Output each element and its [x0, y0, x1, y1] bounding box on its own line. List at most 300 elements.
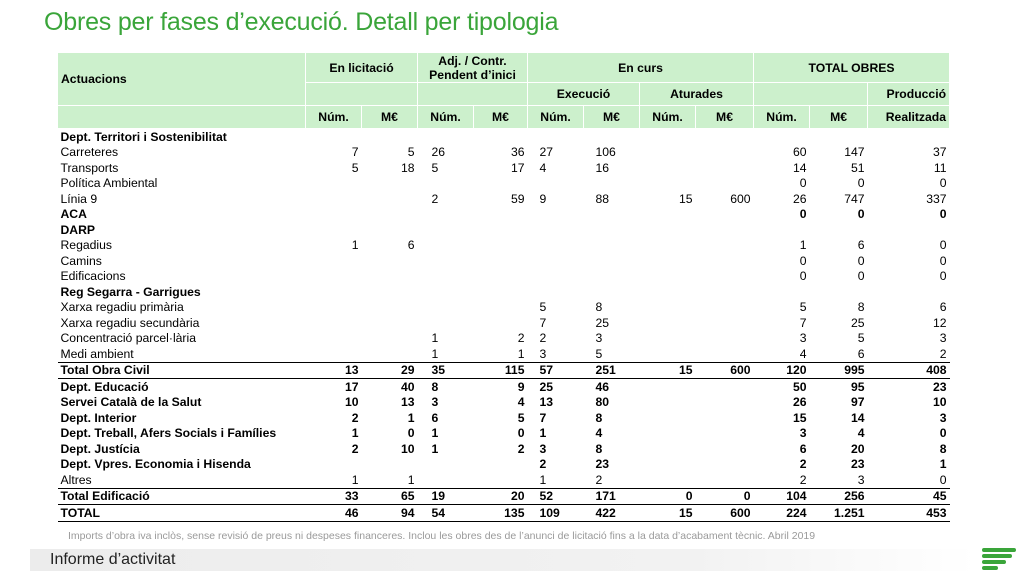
row-value: 8 — [595, 441, 603, 456]
table-row — [58, 129, 950, 145]
row-value: 26 — [792, 191, 807, 206]
table-row — [58, 362, 950, 379]
logo-icon — [982, 546, 1016, 572]
row-value: 2 — [799, 472, 807, 487]
row-value — [474, 238, 528, 254]
row-value — [474, 129, 528, 145]
header-me: M€ — [584, 106, 640, 129]
row-value: 95 — [850, 379, 865, 394]
row-value: 3 — [595, 331, 603, 346]
row-value: 17 — [344, 379, 359, 394]
row-value — [306, 222, 362, 238]
row-value: 0 — [857, 269, 865, 284]
row-value — [528, 129, 584, 145]
footnote: Imports d’obra iva inclòs, sense revisió de preus ni despeses financeres. Inclou les obres des de l’anunci de licitació fins a la data d’acabament tècnic. Abril 2019 — [68, 530, 816, 542]
row-value — [696, 145, 754, 161]
row-value: 12 — [932, 315, 947, 330]
header-total-obres: TOTAL OBRES — [754, 53, 950, 83]
row-value — [528, 253, 584, 269]
row-value: 20 — [850, 441, 865, 456]
row-value: 46 — [306, 505, 362, 522]
row-value — [418, 207, 474, 223]
row-value — [362, 457, 418, 473]
table-row — [58, 207, 950, 223]
row-value: 2 — [351, 441, 359, 456]
row-value: 2 — [517, 331, 525, 346]
row-value: 2 — [431, 191, 439, 206]
row-value: 54 — [418, 505, 474, 522]
row-label: Transports — [60, 160, 119, 175]
row-value: 10 — [344, 395, 359, 410]
row-value — [362, 331, 418, 347]
row-value — [418, 238, 474, 254]
header-licitacio: En licitació — [306, 53, 418, 83]
row-value: 5 — [799, 300, 807, 315]
table-row — [58, 300, 950, 316]
header-produccio: Producció — [868, 83, 950, 106]
row-value: 3 — [799, 331, 807, 346]
row-value — [362, 222, 418, 238]
row-label: Total Obra Civil — [58, 362, 306, 379]
table-row — [58, 505, 950, 522]
row-value — [528, 222, 584, 238]
row-label: Xarxa regadiu secundària — [60, 315, 200, 330]
row-value — [696, 238, 754, 254]
row-value — [362, 315, 418, 331]
row-value — [306, 457, 362, 473]
row-label: Camins — [60, 253, 102, 268]
row-value — [362, 176, 418, 192]
row-label: Reg Segarra - Garrigues — [60, 284, 201, 299]
footer-label: Informe d’activitat — [50, 551, 176, 568]
row-value — [306, 269, 362, 285]
row-value: 5 — [351, 160, 359, 175]
row-value: 23 — [850, 457, 865, 472]
row-value: 600 — [730, 191, 751, 206]
row-value — [474, 472, 528, 488]
row-value: 7 — [799, 315, 807, 330]
header-num: Núm. — [528, 106, 584, 129]
row-value — [640, 315, 696, 331]
row-value: 6 — [857, 238, 865, 253]
row-value — [640, 395, 696, 411]
row-label: Dept. Territori i Sostenibilitat — [58, 129, 306, 145]
row-value: 45 — [868, 488, 950, 505]
row-value — [474, 253, 528, 269]
row-value: 1 — [351, 426, 359, 441]
header-blank — [418, 83, 528, 106]
row-value: 2 — [351, 410, 359, 425]
row-value: 10 — [400, 441, 415, 456]
row-value: 15 — [792, 410, 807, 425]
table-row — [58, 191, 950, 207]
row-value: 8 — [857, 300, 865, 315]
row-value: 2 — [799, 457, 807, 472]
row-value — [418, 129, 474, 145]
row-value: 1 — [407, 472, 415, 487]
row-label: Carreteres — [60, 145, 119, 160]
row-value: 2 — [595, 472, 603, 487]
row-value — [640, 346, 696, 362]
row-value: 9 — [539, 191, 547, 206]
header-actuacions: Actuacions — [58, 53, 306, 106]
row-value — [474, 176, 528, 192]
header-blank — [306, 83, 418, 106]
row-value: 26 — [431, 145, 446, 160]
row-label: Edificacions — [60, 269, 126, 284]
row-value — [528, 269, 584, 285]
row-value: 6 — [799, 441, 807, 456]
row-value — [474, 315, 528, 331]
row-value: 1 — [431, 441, 439, 456]
row-value: 23 — [932, 379, 947, 394]
row-value — [418, 315, 474, 331]
row-label: Xarxa regadiu primària — [60, 300, 184, 315]
row-value — [640, 457, 696, 473]
row-value: 97 — [850, 395, 865, 410]
row-value: 5 — [857, 331, 865, 346]
row-value: 1 — [431, 346, 439, 361]
row-value — [584, 129, 640, 145]
row-value: 106 — [595, 145, 616, 160]
row-value — [696, 315, 754, 331]
row-value: 104 — [754, 488, 810, 505]
row-value — [754, 222, 810, 238]
row-value — [418, 176, 474, 192]
row-value — [584, 207, 640, 223]
row-value — [306, 300, 362, 316]
row-value: 0 — [939, 176, 947, 191]
row-value: 25 — [850, 315, 865, 330]
row-value: 7 — [539, 410, 547, 425]
row-value: 2 — [939, 346, 947, 361]
row-value: 52 — [528, 488, 584, 505]
row-value — [696, 207, 754, 223]
row-value: 6 — [857, 346, 865, 361]
row-value — [418, 472, 474, 488]
table-row — [58, 238, 950, 254]
row-value — [696, 253, 754, 269]
row-value: 0 — [939, 207, 947, 222]
row-value — [640, 207, 696, 223]
row-label: Dept. Treball, Afers Socials i Famílies — [60, 426, 277, 441]
row-value: 4 — [517, 395, 525, 410]
row-value: 0 — [939, 238, 947, 253]
row-value: 37 — [932, 145, 947, 160]
row-value — [306, 284, 362, 300]
header-num: Núm. — [640, 106, 696, 129]
row-value — [418, 284, 474, 300]
row-value: 5 — [517, 410, 525, 425]
table-header — [58, 53, 950, 129]
row-value — [362, 346, 418, 362]
header-blank — [754, 83, 868, 106]
row-value — [640, 269, 696, 285]
row-value: 0 — [799, 176, 807, 191]
row-value — [696, 129, 754, 145]
table-body — [58, 129, 950, 522]
row-value — [306, 346, 362, 362]
row-value: 600 — [696, 505, 754, 522]
table-row — [58, 426, 950, 442]
row-value: 14 — [850, 410, 865, 425]
row-value — [640, 238, 696, 254]
row-value: 1 — [539, 472, 547, 487]
table-row — [58, 331, 950, 347]
header-blank — [58, 106, 306, 129]
row-value: 8 — [939, 441, 947, 456]
table-row — [58, 379, 950, 395]
row-value: 0 — [799, 253, 807, 268]
header-realitzada: Realitzada — [868, 106, 950, 129]
row-value: 19 — [418, 488, 474, 505]
row-value: 51 — [850, 160, 865, 175]
row-value: 25 — [595, 315, 610, 330]
header-aturades: Aturades — [640, 83, 754, 106]
row-value — [306, 207, 362, 223]
table-row — [58, 346, 950, 362]
row-value: 0 — [799, 269, 807, 284]
row-value — [640, 426, 696, 442]
row-value — [362, 300, 418, 316]
row-value — [640, 253, 696, 269]
row-value — [474, 222, 528, 238]
row-value: 0 — [857, 253, 865, 268]
row-value: 1 — [351, 472, 359, 487]
row-value: 40 — [400, 379, 415, 394]
row-value: 453 — [868, 505, 950, 522]
row-value — [362, 253, 418, 269]
row-label: TOTAL — [58, 505, 306, 522]
row-value — [868, 129, 950, 145]
row-label: Línia 9 — [60, 191, 98, 206]
row-value: 20 — [474, 488, 528, 505]
table-row — [58, 222, 950, 238]
row-value: 0 — [640, 488, 696, 505]
row-value — [696, 472, 754, 488]
table-row — [58, 315, 950, 331]
row-value — [696, 379, 754, 395]
row-value: 3 — [799, 426, 807, 441]
row-value — [696, 457, 754, 473]
header-me: M€ — [810, 106, 868, 129]
row-value — [528, 238, 584, 254]
row-value: 8 — [595, 300, 603, 315]
row-value: 1 — [799, 238, 807, 253]
row-value — [810, 129, 868, 145]
row-label: ACA — [60, 207, 87, 222]
row-label: Dept. Educació — [60, 379, 149, 394]
row-value: 65 — [362, 488, 418, 505]
row-label: Dept. Vpres. Economia i Hisenda — [60, 457, 251, 472]
row-value: 4 — [539, 160, 547, 175]
row-label: Medi ambient — [60, 346, 134, 361]
table-row — [58, 284, 950, 300]
row-value: 5 — [431, 160, 439, 175]
row-value — [474, 300, 528, 316]
row-value: 26 — [792, 395, 807, 410]
row-value — [696, 284, 754, 300]
row-value: 2 — [539, 331, 547, 346]
row-value: 1 — [431, 331, 439, 346]
row-value: 15 — [640, 505, 696, 522]
row-value: 422 — [584, 505, 640, 522]
row-value — [306, 129, 362, 145]
row-value: 171 — [584, 488, 640, 505]
row-value: 0 — [407, 426, 415, 441]
row-label: Dept. Justícia — [60, 441, 140, 456]
row-value — [362, 269, 418, 285]
row-value: 8 — [431, 379, 439, 394]
table-row — [58, 441, 950, 457]
row-value: 13 — [539, 395, 554, 410]
row-value — [640, 410, 696, 426]
row-value: 1 — [539, 426, 547, 441]
row-value — [810, 222, 868, 238]
row-value: 29 — [362, 362, 418, 379]
row-value: 5 — [595, 346, 603, 361]
row-value: 7 — [351, 145, 359, 160]
row-value: 11 — [933, 160, 947, 175]
row-value: 408 — [868, 362, 950, 379]
row-value — [306, 191, 362, 207]
row-value: 50 — [792, 379, 807, 394]
row-value: 4 — [857, 426, 865, 441]
header-en-curs: En curs — [528, 53, 754, 83]
row-value: 3 — [939, 410, 947, 425]
row-value: 0 — [517, 426, 525, 441]
table-row — [58, 410, 950, 426]
row-label: DARP — [60, 222, 96, 237]
row-value: 0 — [939, 269, 947, 284]
row-value: 251 — [584, 362, 640, 379]
row-value — [696, 160, 754, 176]
row-value: 135 — [474, 505, 528, 522]
table-row — [58, 269, 950, 285]
row-value: 256 — [810, 488, 868, 505]
table-row — [58, 145, 950, 161]
row-value — [696, 269, 754, 285]
row-label: Dept. Interior — [60, 410, 137, 425]
header-num: Núm. — [306, 106, 362, 129]
row-value: 4 — [595, 426, 603, 441]
row-value — [528, 176, 584, 192]
row-value: 0 — [857, 207, 865, 222]
row-value: 36 — [510, 145, 525, 160]
row-value — [640, 222, 696, 238]
page-title: Obres per fases d’execució. Detall per tipologia — [44, 8, 559, 36]
row-value: 16 — [595, 160, 610, 175]
row-value — [584, 238, 640, 254]
row-value — [584, 284, 640, 300]
row-value — [474, 269, 528, 285]
row-value: 35 — [418, 362, 474, 379]
row-value: 7 — [539, 315, 547, 330]
row-value: 6 — [407, 238, 415, 253]
row-value: 14 — [792, 160, 807, 175]
row-value — [306, 315, 362, 331]
row-value: 2 — [539, 457, 547, 472]
row-value: 25 — [539, 379, 554, 394]
row-value: 0 — [939, 426, 947, 441]
table-row — [58, 160, 950, 176]
row-value: 4 — [799, 346, 807, 361]
header-me: M€ — [474, 106, 528, 129]
row-value — [306, 331, 362, 347]
row-value: 600 — [696, 362, 754, 379]
row-value — [696, 176, 754, 192]
row-value — [696, 222, 754, 238]
row-value — [640, 300, 696, 316]
row-value — [306, 253, 362, 269]
row-label: Regadius — [60, 238, 112, 253]
table-row — [58, 176, 950, 192]
header-adj-line1: Adj. / Contr. — [438, 53, 507, 68]
row-value: 59 — [510, 191, 525, 206]
row-value: 115 — [474, 362, 528, 379]
row-value — [640, 441, 696, 457]
row-value: 57 — [528, 362, 584, 379]
row-value: 1.251 — [810, 505, 868, 522]
row-value — [528, 207, 584, 223]
row-value: 27 — [539, 145, 554, 160]
row-value: 6 — [431, 410, 439, 425]
row-value: 3 — [431, 395, 439, 410]
row-value: 2 — [517, 441, 525, 456]
row-value — [868, 222, 950, 238]
row-value — [868, 284, 950, 300]
row-value — [362, 129, 418, 145]
row-value: 120 — [754, 362, 810, 379]
row-label: Política Ambiental — [60, 176, 158, 191]
row-value — [306, 176, 362, 192]
row-value: 9 — [517, 379, 525, 394]
row-value: 6 — [939, 300, 947, 315]
row-value: 10 — [932, 395, 947, 410]
row-value — [418, 457, 474, 473]
row-value — [362, 207, 418, 223]
row-value — [696, 441, 754, 457]
header-adj-line2: Pendent d’inici — [429, 67, 516, 82]
row-value: 13 — [400, 395, 415, 410]
row-value: 0 — [939, 472, 947, 487]
row-value: 15 — [678, 191, 693, 206]
row-value — [474, 284, 528, 300]
row-value: 5 — [407, 145, 415, 160]
row-value: 3 — [857, 472, 865, 487]
row-value: 0 — [696, 488, 754, 505]
row-value: 337 — [926, 191, 947, 206]
table-row — [58, 472, 950, 488]
row-value — [584, 253, 640, 269]
row-value: 88 — [595, 191, 610, 206]
header-execucio: Execució — [528, 83, 640, 106]
row-value — [696, 346, 754, 362]
row-value: 18 — [400, 160, 415, 175]
row-value — [418, 300, 474, 316]
row-value — [474, 457, 528, 473]
table-row — [58, 253, 950, 269]
row-value: 3 — [539, 441, 547, 456]
row-value — [754, 129, 810, 145]
row-value: 17 — [510, 160, 525, 175]
row-value — [640, 284, 696, 300]
row-value — [418, 222, 474, 238]
row-value: 147 — [844, 145, 865, 160]
row-value — [754, 284, 810, 300]
row-value: 23 — [595, 457, 610, 472]
row-value: 33 — [306, 488, 362, 505]
